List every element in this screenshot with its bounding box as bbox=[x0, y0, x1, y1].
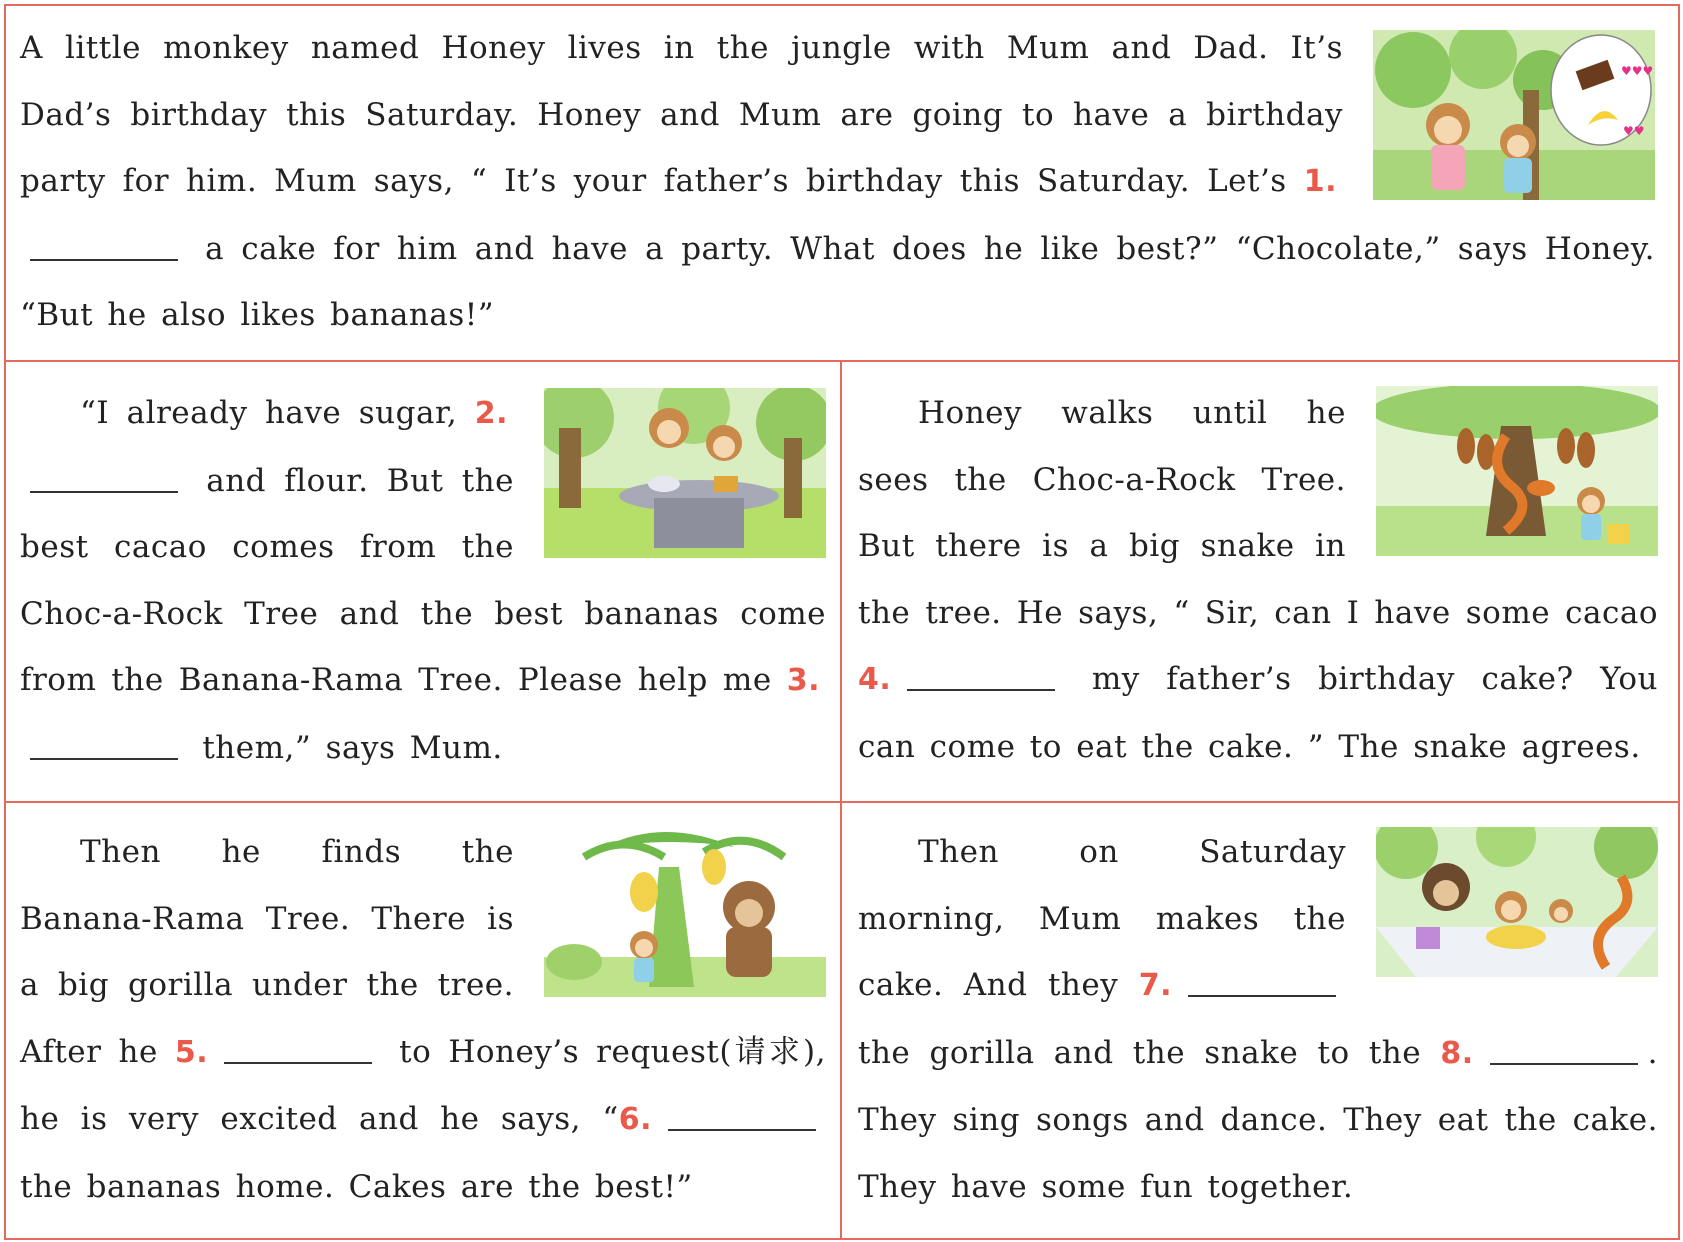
illustration-stump-table bbox=[544, 388, 826, 558]
divider-vertical bbox=[840, 360, 842, 1240]
svg-text:♥♥: ♥♥ bbox=[1623, 124, 1645, 138]
panel-3-text-b: my father’s birthday cake? You can come to eat the cake. ” The snake agrees. bbox=[858, 661, 1658, 765]
panel-4-text-a: Then he finds the Banana-Rama Tree. There is a big gorilla under the tree. After he bbox=[20, 834, 514, 1070]
question-number-3: 3. bbox=[786, 663, 820, 698]
answer-blank-2[interactable] bbox=[30, 463, 178, 493]
monkeys-thinking-icon bbox=[1373, 30, 1655, 200]
illustration-birthday-party bbox=[1376, 827, 1658, 977]
birthday-party-icon bbox=[1376, 827, 1658, 977]
answer-blank-3[interactable] bbox=[30, 730, 178, 760]
story-panel-1 bbox=[20, 15, 1655, 349]
panel-2-text-b: and flour. But the best cacao comes from the Choc-a-Rock Tree and the best bananas come from the Banana-Rama Tree. Please help me bbox=[20, 462, 826, 698]
question-number-4: 4. bbox=[858, 662, 892, 697]
panel-2-text-a: “I already have sugar, bbox=[80, 395, 475, 431]
monkeys-at-table-icon bbox=[544, 388, 826, 558]
divider-horizontal-1 bbox=[6, 360, 1678, 362]
panel-5-text-c: . They sing songs and dance. They eat the cake. They have some fun together. bbox=[858, 1034, 1658, 1205]
story-panel-2 bbox=[20, 380, 826, 781]
panel-5-text-b: the gorilla and the snake to the bbox=[858, 1034, 1441, 1071]
answer-blank-4[interactable] bbox=[907, 661, 1055, 691]
story-panel-4 bbox=[20, 819, 826, 1220]
divider-horizontal-2 bbox=[6, 801, 1678, 803]
panel-4-text-c: the bananas home. Cakes are the best!” bbox=[20, 1168, 693, 1205]
panel-1-text-b: a cake for him and have a party. What does he like best?” “Chocolate,” says Honey. “But he also likes bananas!” bbox=[20, 230, 1655, 333]
panel-1-text-a: A little monkey named Honey lives in the jungle with Mum and Dad. It’s Dad’s birthday this Saturday. Honey and Mum are going to have a birthday party for him. Mum says, “ It’s your father’s birthday this Saturday. Let’s bbox=[20, 30, 1343, 199]
answer-blank-1[interactable] bbox=[30, 231, 178, 261]
panel-2-text-c: them,” says Mum. bbox=[188, 729, 503, 766]
question-number-1: 1. bbox=[1303, 164, 1337, 199]
question-number-6: 6. bbox=[618, 1102, 652, 1137]
svg-text:♥♥♥: ♥♥♥ bbox=[1621, 64, 1654, 78]
answer-blank-8[interactable] bbox=[1490, 1035, 1638, 1065]
story-panel-3 bbox=[858, 380, 1658, 780]
gorilla-banana-tree-icon bbox=[544, 827, 826, 997]
snake-cacao-tree-icon bbox=[1376, 386, 1658, 556]
question-number-7: 7. bbox=[1138, 968, 1172, 1003]
panel-4-text-b: to Honey’s request(请求), he is very excited and he says, “ bbox=[20, 1033, 826, 1137]
illustration-gorilla-banana-tree bbox=[544, 827, 826, 997]
answer-blank-6[interactable] bbox=[668, 1101, 816, 1131]
question-number-2: 2. bbox=[474, 396, 508, 431]
illustration-snake-tree bbox=[1376, 386, 1658, 556]
panel-5-text-a: Then on Saturday morning, Mum makes the cake. And they bbox=[858, 834, 1346, 1003]
question-number-8: 8. bbox=[1440, 1035, 1474, 1071]
answer-blank-7[interactable] bbox=[1188, 967, 1336, 997]
panel-3-text-a: Honey walks until he sees the Choc-a-Rock Tree. But there is a big snake in the tree. He says, “ Sir, can I have some cacao bbox=[858, 395, 1658, 631]
question-number-5: 5. bbox=[174, 1034, 209, 1070]
answer-blank-5[interactable] bbox=[224, 1034, 372, 1064]
story-panel-5 bbox=[858, 819, 1658, 1220]
illustration-monkeys-thinking bbox=[1373, 30, 1655, 200]
